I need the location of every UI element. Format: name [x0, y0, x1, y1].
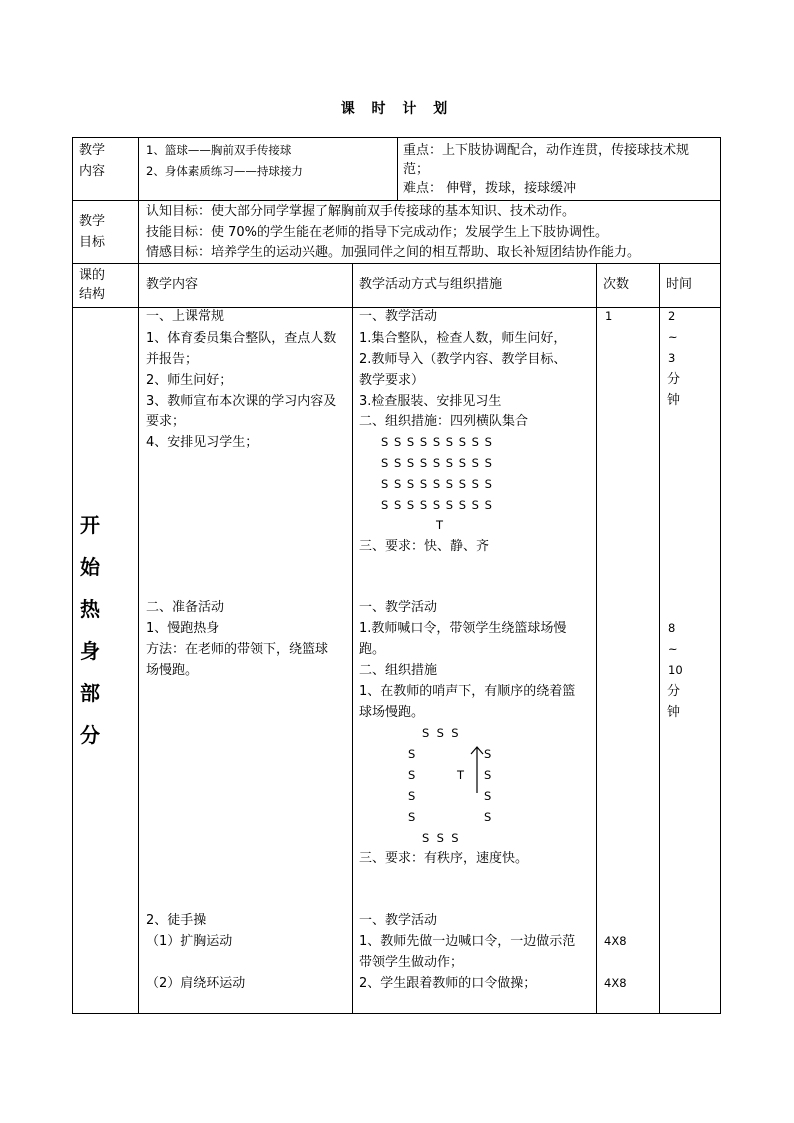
structure-header-line2: 结构: [79, 287, 106, 302]
block1-method-line: 二、组织措施：四列横队集合: [359, 414, 529, 429]
block3-method-line: 1、教师先做一边喊口令，一边做示范: [359, 934, 576, 949]
count-header: 次数: [603, 277, 630, 292]
column-divider: [397, 137, 398, 200]
key-points-line2: 范；: [403, 162, 430, 177]
block1-content-line: 并报告；: [146, 352, 199, 367]
block1-content-line: 2、师生问好；: [146, 373, 233, 388]
content-item-1: 1、篮球——胸前双手传接球: [146, 143, 292, 157]
column-divider: [352, 263, 353, 1014]
block1-method-line: 教学要求）: [359, 373, 425, 388]
block1-time: ~: [668, 330, 678, 344]
table-border-bottom: [72, 1013, 721, 1014]
column-divider: [659, 263, 660, 1014]
block3-content-line: （2）肩绕环运动: [146, 976, 246, 991]
block2-method-line: 1.教师喊口令，带领学生绕篮球场慢: [359, 621, 567, 636]
block2-content-line: 方法：在老师的带领下，绕篮球: [146, 642, 329, 657]
time-header: 时间: [666, 277, 693, 292]
block1-time: 3: [668, 351, 676, 365]
methods-header: 教学活动方式与组织措施: [359, 277, 503, 292]
track-right-s: S: [484, 747, 492, 761]
objective-skill: 技能目标：使 70%的学生能在老师的指导下完成动作；发展学生上下肢协调性。: [146, 225, 609, 240]
block2-time: 钟: [667, 705, 681, 720]
block1-method-line: 一、教学活动: [359, 309, 438, 324]
formation-row: S S S S S S S S S: [381, 477, 493, 491]
section-name-char: 部: [80, 681, 100, 705]
block2-method-line: 二、组织措施: [359, 663, 438, 678]
block1-content-line: 一、上课常规: [146, 309, 225, 324]
section-name-char: 热: [80, 597, 100, 621]
track-teacher: T: [457, 768, 465, 782]
block1-method-line: 3.检查服装、安排见习生: [359, 394, 502, 409]
key-points-line1: 重点：上下肢协调配合，动作连贯，传接球技术规: [403, 143, 690, 158]
page-title: 课 时 计 划: [340, 101, 454, 117]
block2-content-line: 场慢跑。: [146, 663, 199, 678]
block1-requirement: 三、要求：快、静、齐: [359, 539, 490, 554]
block1-content-line: 1、体育委员集合整队，查点人数: [146, 331, 337, 346]
block2-time: 分: [667, 684, 681, 699]
track-right-s: S: [484, 789, 492, 803]
block2-content-line: 二、准备活动: [146, 600, 225, 615]
block1-method-line: 2.教师导入（教学内容、教学目标、: [359, 352, 567, 367]
block3-method-line: 带领学生做动作；: [359, 955, 464, 970]
formation-row: S S S S S S S S S: [381, 435, 493, 449]
block2-content-line: 1、慢跑热身: [146, 621, 220, 636]
block1-time: 钟: [667, 393, 681, 408]
track-top-row: S S S: [422, 726, 459, 740]
block1-content-line: 要求；: [146, 414, 186, 429]
track-left-s: S: [408, 747, 416, 761]
block2-time: 10: [668, 663, 683, 677]
block1-content-line: 4、安排见习学生；: [146, 435, 259, 450]
section-name-char: 开: [80, 513, 100, 537]
difficulty-text: 难点： 伸臂，拨球，接球缓冲: [403, 181, 577, 196]
track-left-s: S: [408, 789, 416, 803]
block1-method-line: 1.集合整队，检查人数，师生问好，: [359, 331, 567, 346]
track-bottom-row: S S S: [422, 831, 459, 845]
block3-method-line: 2、学生跟着教师的口令做操；: [359, 976, 537, 991]
table-border-right: [720, 137, 721, 1014]
lesson-plan-table: [72, 137, 721, 1014]
track-right-s: S: [484, 810, 492, 824]
block2-requirement: 三、要求：有秩序，速度快。: [359, 851, 529, 866]
block3-count: 4X8: [604, 934, 627, 948]
block2-method-line: 跑。: [359, 642, 386, 657]
content-label-line1: 教学: [79, 143, 106, 158]
structure-header-line1: 课的: [79, 268, 106, 283]
column-divider: [138, 137, 139, 1014]
block1-time: 2: [668, 309, 676, 323]
block1-content-line: 3、教师宣布本次课的学习内容及: [146, 394, 337, 409]
formation-teacher: T: [436, 518, 444, 532]
block3-content-line: 2、徒手操: [146, 913, 207, 928]
content-item-2: 2、身体素质练习——持球接力: [146, 164, 303, 178]
table-border-left: [72, 137, 73, 1014]
section-name-char: 分: [80, 723, 100, 747]
objective-affective: 情感目标：培养学生的运动兴趣。加强同伴之间的相互帮助、取长补短团结协作能力。: [146, 245, 641, 260]
track-left-s: S: [408, 810, 416, 824]
block3-content-line: （1）扩胸运动: [146, 934, 233, 949]
block2-method-line: 一、教学活动: [359, 600, 438, 615]
direction-arrow-icon: [470, 745, 484, 795]
track-right-s: S: [484, 768, 492, 782]
formation-row: S S S S S S S S S: [381, 498, 493, 512]
row-divider: [72, 263, 721, 264]
content-label-line2: 内容: [79, 164, 106, 179]
objective-cognitive: 认知目标：使大部分同学掌握了解胸前双手传接球的基本知识、技术动作。: [146, 204, 576, 219]
block1-time: 分: [667, 372, 681, 387]
section-name-char: 始: [80, 555, 100, 579]
objectives-label-line2: 目标: [79, 235, 106, 250]
block2-method-line: 球场慢跑。: [359, 705, 425, 720]
objectives-label-line1: 教学: [79, 214, 106, 229]
block1-count: 1: [605, 309, 613, 323]
formation-row: S S S S S S S S S: [381, 456, 493, 470]
track-left-s: S: [408, 768, 416, 782]
block2-time: ~: [668, 642, 678, 656]
block3-count: 4X8: [604, 976, 627, 990]
content-header: 教学内容: [146, 277, 199, 292]
block2-method-line: 1、在教师的哨声下，有顺序的绕着篮: [359, 684, 576, 699]
block2-time: 8: [668, 621, 676, 635]
column-divider: [596, 263, 597, 1014]
section-name-char: 身: [80, 639, 100, 663]
block3-method-line: 一、教学活动: [359, 913, 438, 928]
